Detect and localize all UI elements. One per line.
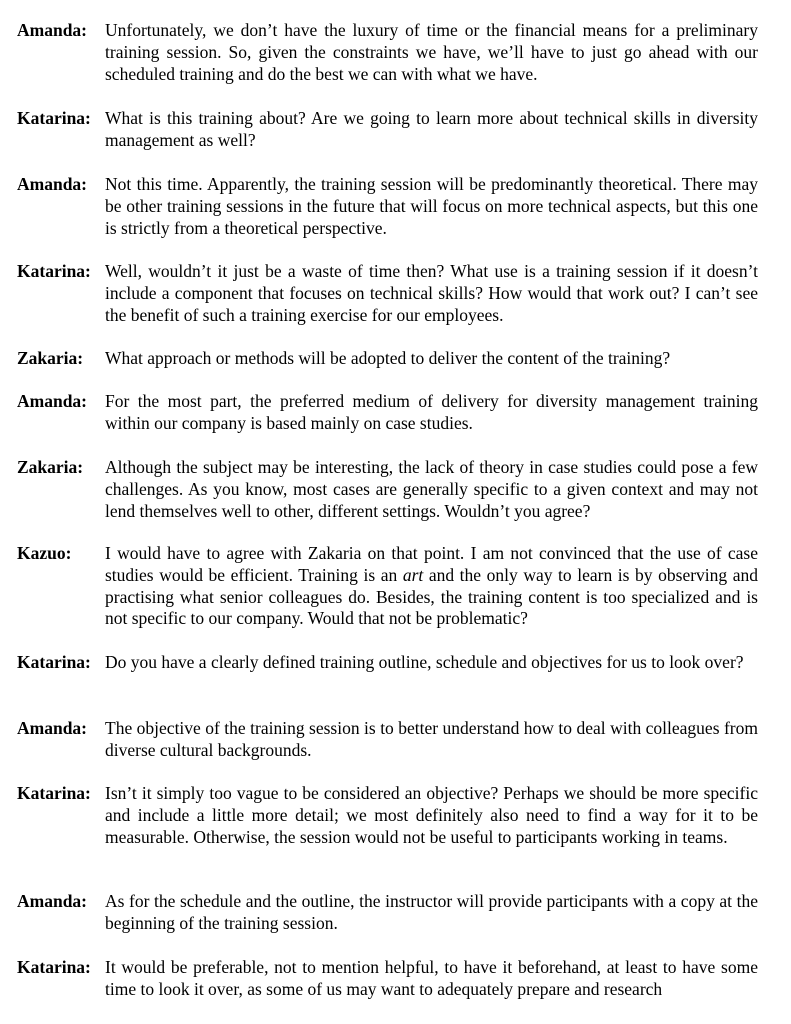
speech-text: What is this training about? Are we going to learn more about technical skills in diversity management as well? [105,108,758,150]
speech-text: For the most part, the preferred medium of delivery for diversity management training within our company is based mainly on case studies. [105,391,758,433]
speech-text [105,543,758,630]
speaker-name: Zakaria: [17,348,84,368]
speaker-name: Katarina: [17,261,91,281]
speech-text-part: and the only way to learn is by observing and practising what senior colleagues do. Besides, the training content is too specialized and is not specific to our company. Would that not be problematic? [105,564,758,629]
speech-text: The objective of the training session is to better understand how to deal with colleagues from diverse cultural backgrounds. [105,718,758,760]
speech-text: It would be preferable, not to mention helpful, to have it beforehand, at least to have some time to look it over, as some of us may want to adequately prepare and research [105,957,758,999]
speaker-name: Zakaria: [17,457,84,477]
speech-text: Not this time. Apparently, the training session will be predominantly theoretical. There may be other training sessions in the future that will focus on more technical aspects, but this one is strictly from a theoretical perspective. [105,174,758,238]
speaker-name: Amanda: [17,891,88,911]
speech-text: Isn’t it simply too vague to be considered an objective? Perhaps we should be more specific and include a little more detail; we most definitely also need to find a way for it to be measurable. Otherwise, the session would not be useful to participants working in teams. [105,783,758,847]
speech-text: As for the schedule and the outline, the instructor will provide participants with a copy at the beginning of the training session. [105,891,758,933]
speech-text: Unfortunately, we don’t have the luxury of time or the financial means for a preliminary training session. So, given the constraints we have, we’ll have to just go ahead with our scheduled training and do the best we can with what we have. [105,20,758,84]
speech-text: What approach or methods will be adopted to deliver the content of the training? [105,348,671,368]
speaker-name: Amanda: [17,718,88,738]
speech-text-part: I would have to agree with Zakaria on that point. I am not convinced that the use of case studies would be efficient. Training is an [105,543,758,585]
speaker-name: Amanda: [17,391,88,411]
speech-text: Well, wouldn’t it just be a waste of time then? What use is a training session if it doesn’t include a component that focuses on technical skills? How would that work out? I can’t see the benefit of such a training exercise for our employees. [105,261,758,325]
speaker-name: Katarina: [17,108,91,128]
speech-text: Although the subject may be interesting, the lack of theory in case studies could pose a few challenges. As you know, most cases are generally specific to a given context and may not lend themselves well to other, different settings. Wouldn’t you agree? [105,457,758,521]
speaker-name: Katarina: [17,652,91,672]
speaker-name: Katarina: [17,783,91,803]
speaker-name: Amanda: [17,20,88,40]
speaker-name: Katarina: [17,957,91,977]
speech-text: Do you have a clearly defined training outline, schedule and objectives for us to look over? [105,652,744,672]
speech-emphasis: art [402,564,424,585]
speaker-name: Amanda: [17,174,88,194]
speaker-name: Kazuo: [17,543,72,563]
